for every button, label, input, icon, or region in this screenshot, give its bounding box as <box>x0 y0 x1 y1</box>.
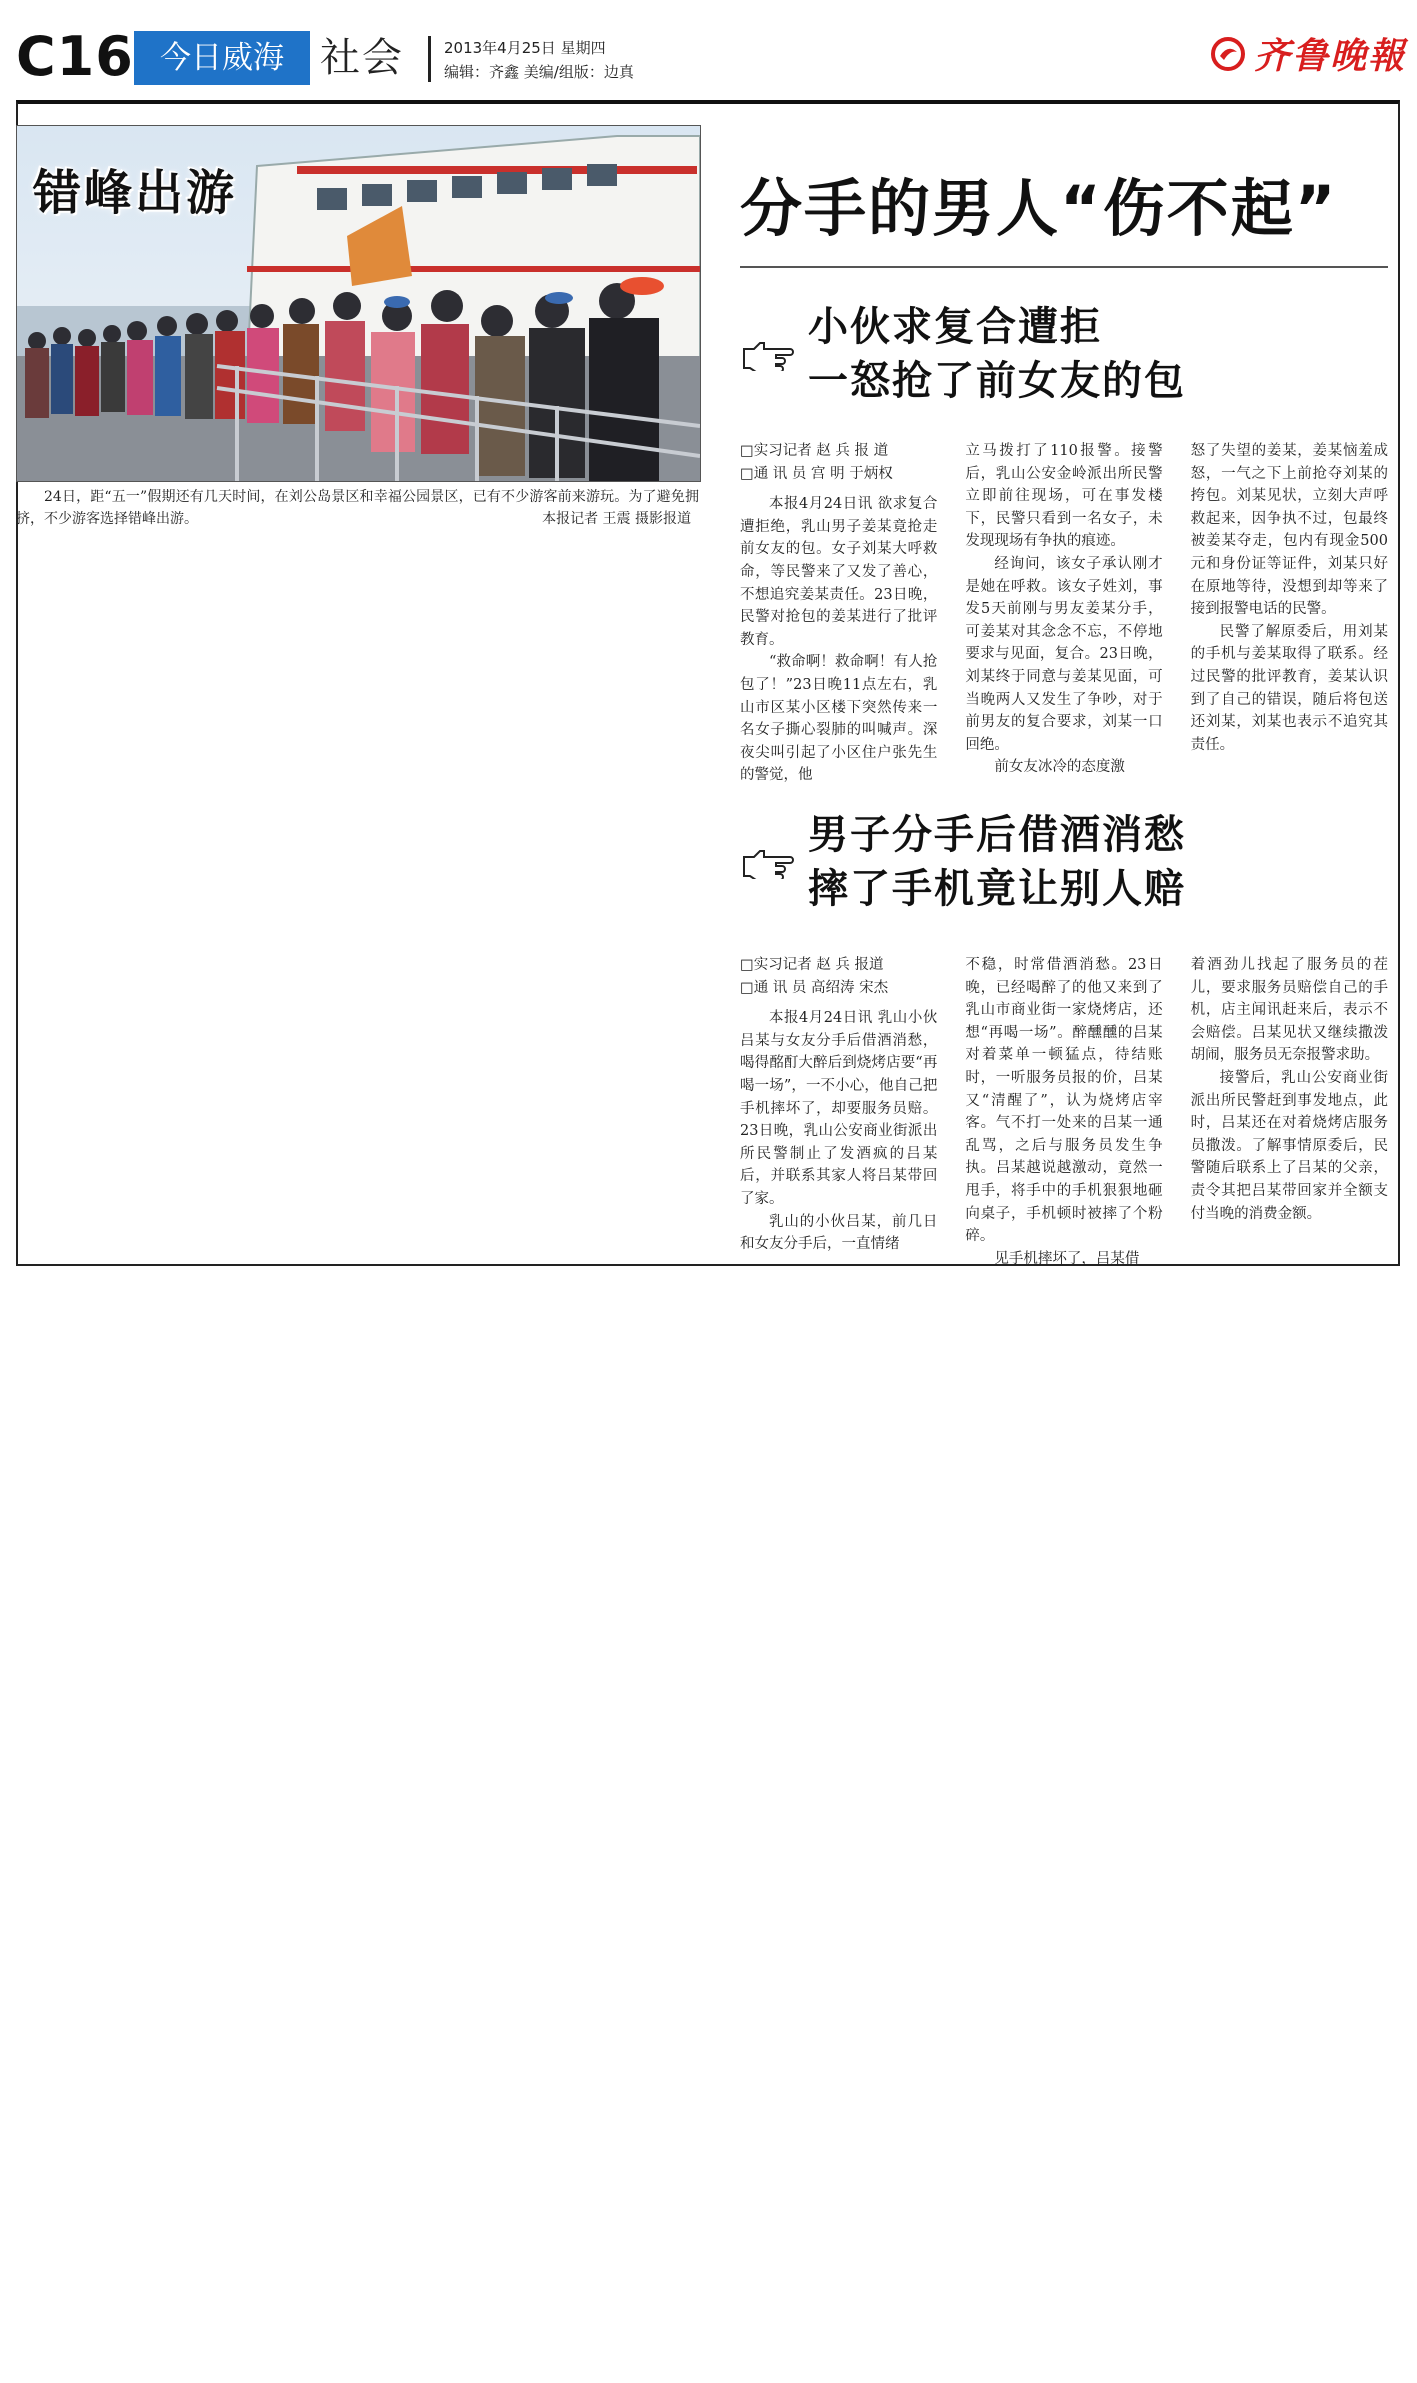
article-2-headline-line-1: 男子分手后借酒消愁 <box>808 812 1186 858</box>
byline-reporter: □实习记者 赵 兵 报道 <box>740 957 884 973</box>
category-label: 社会 <box>320 35 404 81</box>
paragraph: 怒了失望的姜某，姜某恼羞成怒，一气之下上前抢夺刘某的挎包。刘某见状，立刻大声呼救起来，因争执不过，包最终被姜某夺走，包内有现金500元和身份证等证件，刘某只好在原地等待，没想到却等来了接到报警电话的民警。 <box>1190 443 1388 618</box>
date-line: 2013年4月25日 星期四 <box>444 39 606 57</box>
byline-correspondent: □通 讯 员 宫 明 于炳权 <box>740 465 893 482</box>
article-2-column-2 <box>965 954 1162 1270</box>
article-1-column-2 <box>965 440 1162 787</box>
news-photo <box>16 125 701 482</box>
pointing-hand-icon <box>740 845 796 879</box>
issue-meta <box>444 36 634 84</box>
header-divider <box>428 36 431 82</box>
paragraph: 见手机摔坏了，吕某借 <box>994 1250 1140 1267</box>
editors-line: 编辑：齐鑫 美编/组版：边真 <box>444 63 634 81</box>
logo-text: 齐鲁晚報 <box>1253 35 1406 77</box>
article-1-column-3 <box>1191 440 1388 787</box>
paragraph: 立马拨打了110报警。接警后，乳山公安金岭派出所民警立即前往现场，可在事发楼下，民警只看到一名女子，未发现现场有争执的痕迹。 <box>965 443 1163 550</box>
section-label: 今日威海 <box>134 31 310 85</box>
article-1-headline-line-1: 小伙求复合遭拒 <box>808 304 1102 350</box>
article-1-headline <box>740 300 1186 408</box>
article-2-headline <box>740 808 1186 916</box>
page-header <box>16 25 1406 88</box>
newspaper-logo <box>1210 28 1406 79</box>
paragraph: 不稳，时常借酒消愁。23日晚，已经喝醉了的他又来到了乳山市商业街一家烧烤店，还想“再喝一场”。醉醺醺的吕某对着菜单一顿猛点，待结账时，一听服务员报的价，吕某又“清醒了”，认为烧烤店宰客。气不打一处来的吕某一通乱骂，之后与服务员发生争执。吕某越说越激动，竟然一甩手，将手中的手机狠狠地砸向桌子，手机顿时被摔了个粉碎。 <box>965 957 1163 1245</box>
paragraph: 本报4月24日讯 欲求复合遭拒绝，乳山男子姜某竟抢走前女友的包。女子刘某大呼救命，等民警来了又发了善心，不想追究姜某责任。23日晚，民警对抢包的姜某进行了批评教育。 <box>740 496 938 648</box>
article-2-headline-line-2: 摔了手机竟让别人赔 <box>808 866 1186 912</box>
article-2-byline <box>740 954 937 999</box>
paragraph: 前女友冰冷的态度激 <box>994 759 1125 776</box>
article-2-column-3 <box>1191 954 1388 1270</box>
paragraph: 着酒劲儿找起了服务员的茬儿，要求服务员赔偿自己的手机，店主闻讯赶来后，表示不会赔偿。吕某见状又继续撒泼胡闹，服务员无奈报警求助。 <box>1190 957 1388 1064</box>
byline-correspondent: □通 讯 员 高绍涛 宋杰 <box>740 979 889 996</box>
photo-caption <box>16 486 699 530</box>
byline-reporter: □实习记者 赵 兵 报 道 <box>740 443 889 459</box>
article-2-body <box>740 954 1388 1270</box>
page-number: C16 <box>16 25 134 88</box>
pointing-hand-icon <box>740 337 796 371</box>
main-title: 分手的男人“伤不起” <box>740 172 1338 245</box>
newspaper-logo-icon <box>1210 36 1246 72</box>
paragraph: 接警后，乳山公安商业街派出所民警赶到事发地点，此时，吕某还在对着烧烤店服务员撒泼。了解事情原委后，民警随后联系上了吕某的父亲，责令其把吕某带回家并全额支付当晚的消费金额。 <box>1190 1069 1388 1222</box>
title-rule <box>740 266 1388 268</box>
article-1-body <box>740 440 1388 787</box>
article-1-byline <box>740 440 937 485</box>
paragraph: “救命啊！救命啊！有人抢包了！”23日晚11点左右，乳山市区某小区楼下突然传来一名女子撕心裂肺的叫喊声。深夜尖叫引起了小区住户张先生的警觉，他 <box>740 654 938 784</box>
article-1-headline-line-2: 一怒抢了前女友的包 <box>808 358 1186 404</box>
paragraph: 本报4月24日讯 乳山小伙吕某与女友分手后借酒消愁，喝得酩酊大醉后到烧烤店要“再喝一场”，一不小心，他自己把手机摔坏了，却要服务员赔。23日晚，乳山公安商业街派出所民警制止了发酒疯的吕某后，并联系其家人将吕某带回了家。 <box>740 1010 938 1207</box>
article-2-column-1 <box>740 954 937 1270</box>
paragraph: 乳山的小伙吕某，前几日和女友分手后，一直情绪 <box>740 1213 938 1253</box>
article-1-column-1 <box>740 440 937 787</box>
caption-text: 24日，距“五一”假期还有几天时间，在刘公岛景区和幸福公园景区，已有不少游客前来游玩。为了避免拥挤，不少游客选择错峰出游。 <box>16 489 699 527</box>
paragraph: 经询问，该女子承认刚才是她在呼救。该女子姓刘，事发5天前刚与男友姜某分手，可姜某对其念念不忘，不停地要求与见面，复合。23日晚，刘某终于同意与姜某见面，可当晚两人又发生了争吵，对于前男友的复合要求，刘某一口回绝。 <box>965 555 1163 753</box>
paragraph: 民警了解原委后，用刘某的手机与姜某取得了联系。经过民警的批评教育，姜某认识到了自己的错误，随后将包送还刘某，刘某也表示不追究其责任。 <box>1190 623 1388 753</box>
photo-title: 错峰出游 <box>33 165 238 221</box>
photo-credit: 本报记者 王震 摄影报道 <box>542 511 691 527</box>
